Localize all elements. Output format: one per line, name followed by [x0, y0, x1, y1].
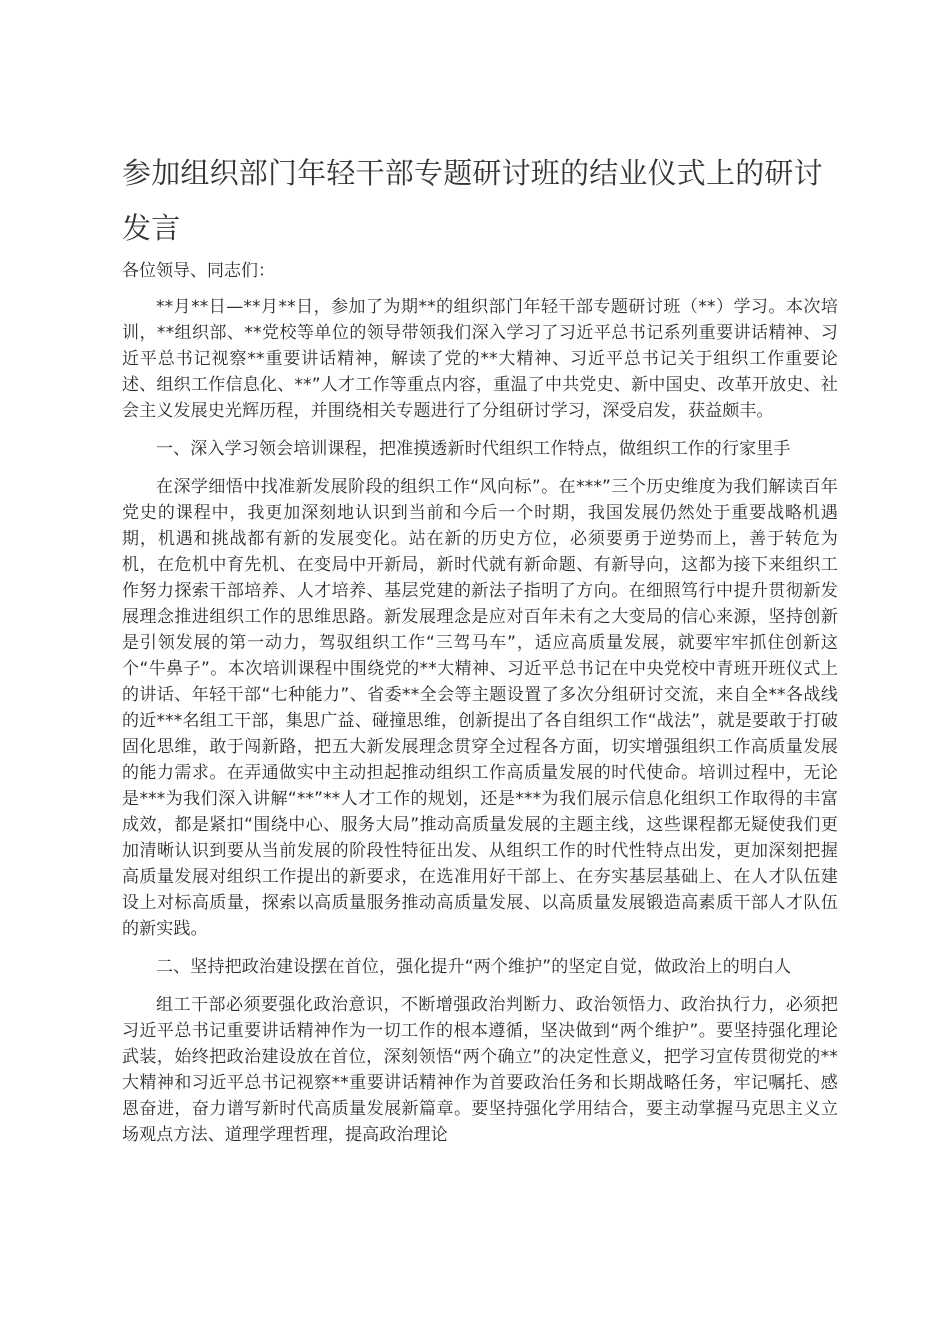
- intro-paragraph: **月**日—**月**日，参加了为期**的组织部门年轻干部专题研讨班（**）学习。本次培训，**组织部、**党校等单位的领导带领我们深入学习了习近平总书记系列重要讲话精神、习近平总书记视察**重要讲话精神，解读了党的**大精神、习近平总书记关于组织工作重要论述、组织工作信息化、**”人才工作等重点内容，重温了中共党史、新中国史、改革开放史、社会主义发展史光辉历程，并围绕相关专题进行了分组研讨学习，深受启发，获益颇丰。: [122, 297, 838, 421]
- salutation: 各位领导、同志们：: [122, 261, 275, 281]
- document-title: 参加组织部门年轻干部专题研讨班的结业仪式上的研讨发言: [122, 156, 823, 245]
- section-heading-1: 一、深入学习领会培训课程，把准摸透新时代组织工作特点，做组织工作的行家里手: [156, 439, 791, 459]
- document-body: [122, 258, 838, 1148]
- section-2-paragraph: 组工干部必须要强化政治意识，不断增强政治判断力、政治领悟力、政治执行力，必须把习近平总书记重要讲话精神作为一切工作的根本遵循，坚决做到“两个维护”。要坚持强化理论武装，始终把政治建设放在首位，深刻领悟“两个确立”的决定性意义，把学习宣传贯彻党的**大精神和习近平总书记视察**重要讲话精神作为首要政治任务和长期战略任务，牢记嘱托、感恩奋进，奋力谱写新时代高质量发展新篇章。要坚持强化学用结合，要主动掌握马克思主义立场观点方法、道理学理哲理，提高政治理论: [122, 995, 838, 1145]
- section-heading-2: 二、坚持把政治建设摆在首位，强化提升“两个维护”的坚定自觉，做政治上的明白人: [156, 957, 792, 977]
- section-1-paragraph: 在深学细悟中找准新发展阶段的组织工作“风向标”。在***”三个历史维度为我们解读百年党史的课程中，我更加深刻地认识到当前和今后一个时期，我国发展仍然处于重要战略机遇期，机遇和挑战都有新的发展变化。站在新的历史方位，必须要勇于逆势而上，善于转危为机，在危机中育先机、在变局中开新局，新时代就有新命题、有新导向，这都为接下来组织工作努力探索干部培养、人才培养、基层党建的新法子指明了方向。在细照笃行中提升贯彻新发展理念推进组织工作的思维思路。新发展理念是应对百年未有之大变局的信心来源，坚持创新是引领发展的第一动力，驾驭组织工作“三驾马车”，适应高质量发展，就要牢牢抓住创新这个“牛鼻子”。本次培训课程中围绕党的**大精神、习近平总书记在中央党校中青班开班仪式上的讲话、年轻干部“七种能力”、省委**全会等主题设置了多次分组研讨交流，来自全**各战线的近***名组工干部，集思广益、碰撞思维，创新提出了各自组织工作“战法”，就是要敢于打破固化思维，敢于闯新路，把五大新发展理念贯穿全过程各方面，切实增强组织工作高质量发展的能力需求。在弄通做实中主动担起推动组织工作高质量发展的时代使命。培训过程中，无论是***为我们深入讲解“**”**人才工作的规划，还是***为我们展示信息化组织工作取得的丰富成效，都是紧扣“围绕中心、服务大局”推动高质量发展的主题主线，这些课程都无疑使我们更加清晰认识到要从当前发展的阶段性特征出发、从组织工作的时代性特点出发，更加深刻把握高质量发展对组织工作提出的新要求，在选准用好干部上、在夯实基层基础上、在人才队伍建设上对标高质量，探索以高质量服务推动高质量发展、以高质量发展锻造高素质干部人才队伍的新实践。: [122, 477, 838, 939]
